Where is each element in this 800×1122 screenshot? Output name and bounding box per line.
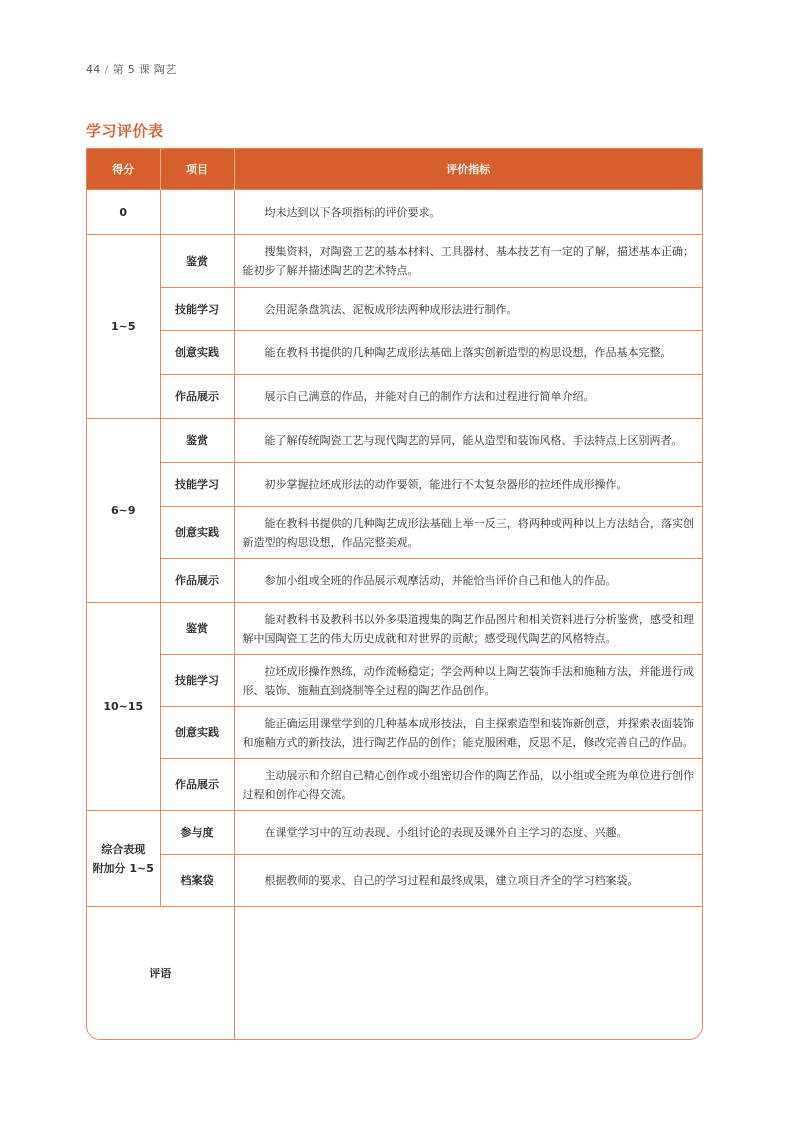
header-separator: / bbox=[104, 63, 109, 76]
criteria-cell: 能了解传统陶瓷工艺与现代陶艺的异同，能从造型和装饰风格、手法特点上区别两者。 bbox=[234, 419, 702, 463]
table-row bbox=[87, 655, 702, 707]
table-row bbox=[87, 603, 702, 655]
table-row bbox=[87, 375, 702, 419]
extra-score-line2: 附加分 1~5 bbox=[92, 861, 154, 875]
criteria-cell: 会用泥条盘筑法、泥板成形法两种成形法进行制作。 bbox=[234, 288, 702, 331]
criteria-cell: 能在教科书提供的几种陶艺成形法基础上落实创新造型的构思设想，作品基本完整。 bbox=[234, 331, 702, 375]
evaluation-table bbox=[86, 148, 703, 1040]
extra-score-line1: 综合表现 bbox=[101, 842, 146, 856]
item-cell: 创意实践 bbox=[160, 507, 234, 559]
score-cell-extra bbox=[87, 811, 160, 907]
score-cell: 0 bbox=[87, 190, 160, 235]
criteria-cell: 搜集资料，对陶瓷工艺的基本材料、工具器材、基本技艺有一定的了解，描述基本正确；能初步了解并描述陶艺的艺术特点。 bbox=[234, 235, 702, 288]
table-row bbox=[87, 707, 702, 759]
item-cell: 作品展示 bbox=[160, 559, 234, 603]
item-cell bbox=[160, 190, 234, 235]
criteria-cell: 拉坯成形操作熟练，动作流畅稳定；学会两种以上陶艺装饰手法和施釉方法，并能进行成形、装饰、施釉直到烧制等全过程的陶艺作品创作。 bbox=[234, 655, 702, 707]
header-criteria: 评价指标 bbox=[234, 149, 702, 190]
item-cell: 鉴赏 bbox=[160, 235, 234, 288]
table-header-row bbox=[87, 149, 702, 190]
table-row bbox=[87, 759, 702, 811]
criteria-cell: 均未达到以下各项指标的评价要求。 bbox=[234, 190, 702, 235]
item-cell: 技能学习 bbox=[160, 288, 234, 331]
score-cell: 10~15 bbox=[87, 603, 160, 811]
table-row bbox=[87, 331, 702, 375]
criteria-cell: 根据教师的要求、自己的学习过程和最终成果，建立项目齐全的学习档案袋。 bbox=[234, 855, 702, 907]
item-cell: 创意实践 bbox=[160, 707, 234, 759]
page-header bbox=[86, 61, 177, 77]
criteria-cell: 主动展示和介绍自己精心创作或小组密切合作的陶艺作品，以小组或全班为单位进行创作过程和创作心得交流。 bbox=[234, 759, 702, 811]
criteria-cell: 在课堂学习中的互动表现、小组讨论的表现及课外自主学习的态度、兴趣。 bbox=[234, 811, 702, 855]
table-row bbox=[87, 235, 702, 288]
table-row bbox=[87, 463, 702, 507]
criteria-cell: 能正确运用课堂学到的几种基本成形技法，自主探索造型和装饰新创意，并探索表面装饰和施釉方式的新技法，进行陶艺作品的创作；能克服困难，反思不足，修改完善自己的作品。 bbox=[234, 707, 702, 759]
item-cell: 创意实践 bbox=[160, 331, 234, 375]
item-cell: 作品展示 bbox=[160, 375, 234, 419]
criteria-cell: 初步掌握拉坯成形法的动作要领，能进行不太复杂器形的拉坯件成形操作。 bbox=[234, 463, 702, 507]
table-row bbox=[87, 190, 702, 235]
lesson-title: 第 5 课 陶艺 bbox=[112, 63, 177, 76]
comment-field[interactable] bbox=[234, 907, 702, 1040]
item-cell: 档案袋 bbox=[160, 855, 234, 907]
score-cell: 1~5 bbox=[87, 235, 160, 419]
table-row bbox=[87, 855, 702, 907]
header-score: 得分 bbox=[87, 149, 160, 190]
score-cell: 6~9 bbox=[87, 419, 160, 603]
comment-row bbox=[87, 907, 702, 1040]
criteria-cell: 能在教科书提供的几种陶艺成形法基础上举一反三，将两种或两种以上方法结合，落实创新造型的构思设想，作品完整美观。 bbox=[234, 507, 702, 559]
comment-label: 评语 bbox=[87, 907, 234, 1040]
criteria-cell: 展示自己满意的作品，并能对自己的制作方法和过程进行简单介绍。 bbox=[234, 375, 702, 419]
criteria-cell: 参加小组或全班的作品展示观摩活动，并能恰当评价自己和他人的作品。 bbox=[234, 559, 702, 603]
page-number: 44 bbox=[86, 63, 101, 76]
table-row bbox=[87, 288, 702, 331]
header-item: 项目 bbox=[160, 149, 234, 190]
table-row bbox=[87, 811, 702, 855]
page-title: 学习评价表 bbox=[86, 122, 164, 140]
item-cell: 参与度 bbox=[160, 811, 234, 855]
item-cell: 作品展示 bbox=[160, 759, 234, 811]
table-row bbox=[87, 419, 702, 463]
criteria-cell: 能对教科书及教科书以外多渠道搜集的陶艺作品图片和相关资料进行分析鉴赏，感受和理解中国陶瓷工艺的伟大历史成就和对世界的贡献；感受现代陶艺的风格特点。 bbox=[234, 603, 702, 655]
item-cell: 技能学习 bbox=[160, 655, 234, 707]
table-row bbox=[87, 507, 702, 559]
item-cell: 技能学习 bbox=[160, 463, 234, 507]
item-cell: 鉴赏 bbox=[160, 603, 234, 655]
item-cell: 鉴赏 bbox=[160, 419, 234, 463]
table-row bbox=[87, 559, 702, 603]
